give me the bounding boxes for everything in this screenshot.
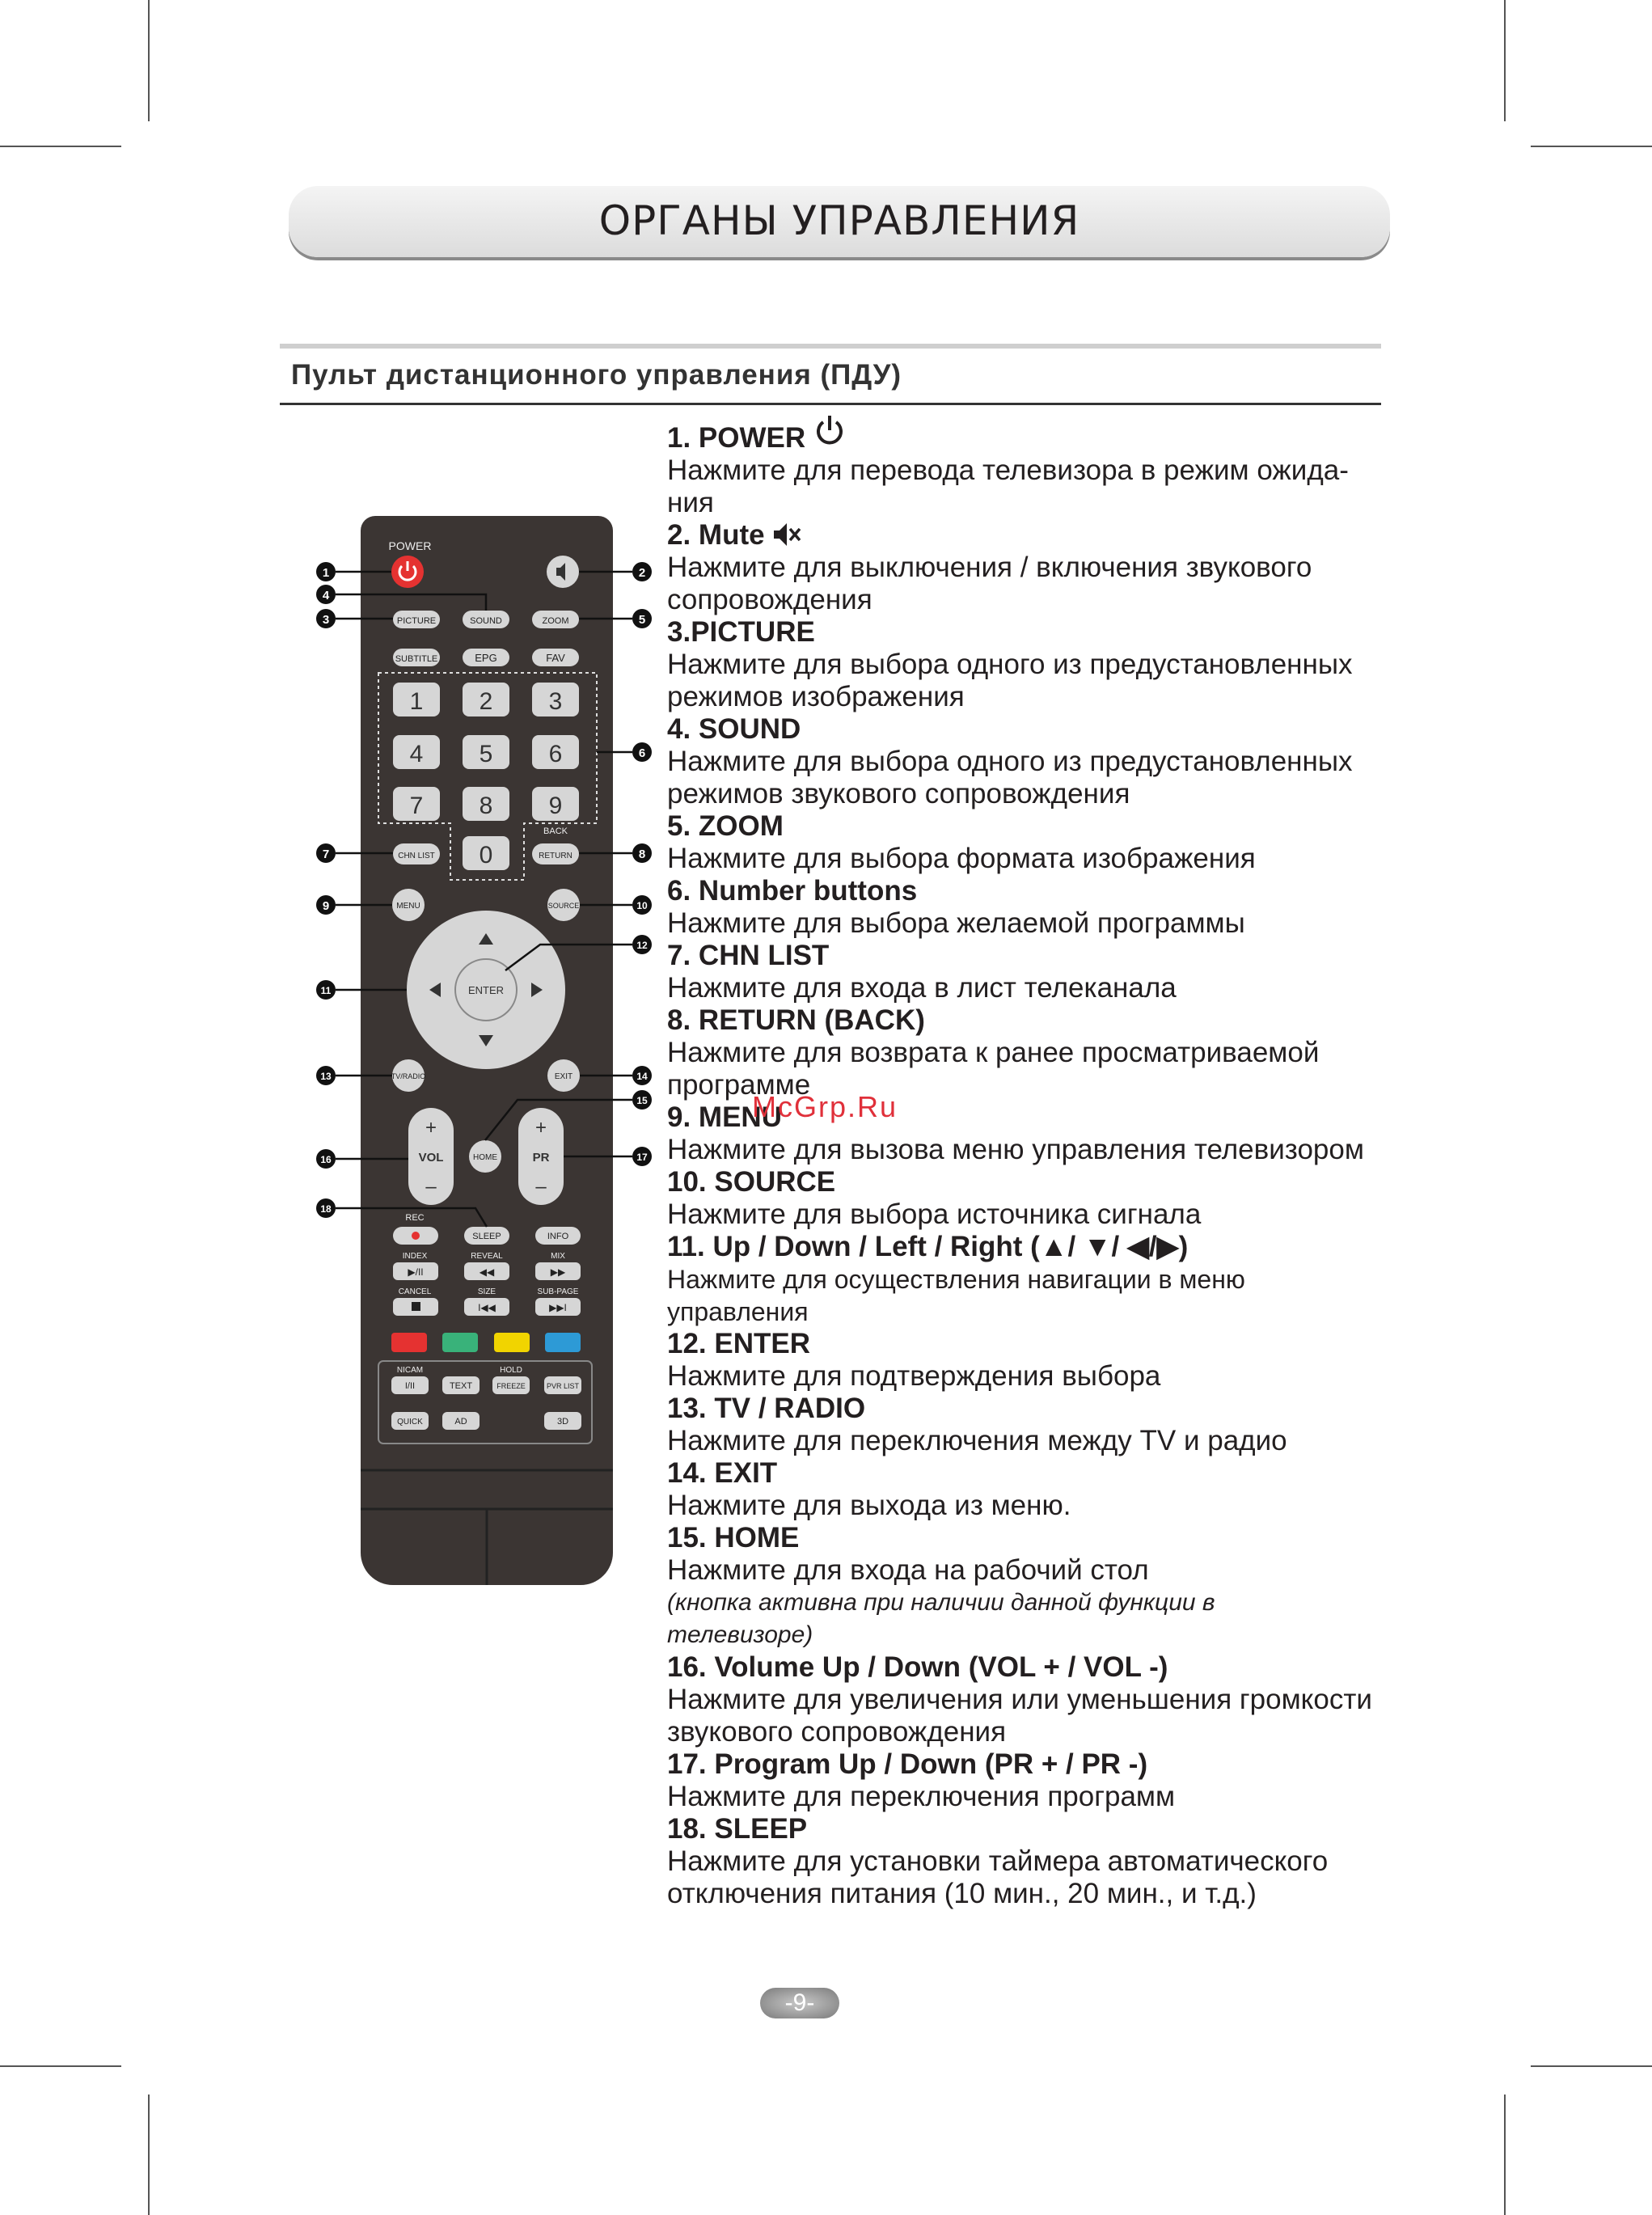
item-text: Нажмите для выбора источника сигнала: [667, 1198, 1202, 1230]
item-text: Нажмите для осуществления навигации в меню: [667, 1265, 1245, 1294]
item-mute: [667, 519, 1419, 616]
next-icon: ▶▶I: [549, 1302, 567, 1313]
home-label: HOME: [473, 1153, 497, 1162]
callout-label: 8: [638, 848, 646, 861]
mute-icon: [772, 522, 801, 547]
item-note: телевизоре): [667, 1621, 813, 1648]
item-text: Нажмите для подтверждения выбора: [667, 1360, 1161, 1392]
text-label: TEXT: [449, 1381, 473, 1391]
item-text: сопровождения: [667, 584, 872, 615]
watermark: McGrp.Ru: [752, 1090, 898, 1123]
item-home: [667, 1522, 1419, 1651]
digit-label: 8: [479, 793, 493, 819]
item-text: Нажмите для установки таймера автоматического: [667, 1845, 1329, 1877]
fast-forward-icon: ▶▶: [550, 1266, 566, 1278]
item-heading: 17. Program Up / Down (PR + / PR -): [667, 1748, 1148, 1780]
blue-button[interactable]: [545, 1333, 581, 1352]
digit-label: 6: [548, 741, 563, 767]
sound-label: SOUND: [470, 616, 502, 626]
source-label: SOURCE: [547, 902, 580, 910]
item-heading: 3.PICTURE: [667, 616, 815, 648]
item-heading: 4. SOUND: [667, 713, 801, 745]
item-sound: [667, 713, 1419, 810]
mix-label: MIX: [551, 1252, 565, 1261]
callout-label: 13: [320, 1071, 332, 1082]
item-heading: 14. EXIT: [667, 1457, 778, 1489]
item-heading: 18. SLEEP: [667, 1813, 808, 1845]
item-heading: 6. Number buttons: [667, 875, 918, 907]
item-sleep: [667, 1813, 1419, 1910]
item-text: Нажмите для выбора одного из предустановленных: [667, 649, 1353, 680]
digit-label: 4: [409, 741, 424, 767]
callout-label: 4: [322, 589, 330, 602]
item-text: управления: [667, 1297, 809, 1326]
menu-label: MENU: [396, 902, 420, 911]
enter-label: ENTER: [467, 984, 505, 996]
svg-text:–: –: [425, 1176, 437, 1198]
hold-label: HOLD: [500, 1366, 522, 1375]
callout-label: 14: [636, 1071, 648, 1082]
rewind-icon: ◀◀: [479, 1266, 495, 1278]
item-power: [667, 422, 1419, 519]
item-text: Нажмите для увеличения или уменьшения громкости: [667, 1684, 1372, 1715]
digit-label: 2: [479, 688, 493, 715]
item-heading: 13. TV / RADIO: [667, 1393, 866, 1424]
subtitle-label: SUBTITLE: [395, 654, 438, 664]
svg-text:–: –: [535, 1176, 547, 1198]
pvr-list-label: PVR LIST: [546, 1382, 580, 1390]
stop-icon: [412, 1302, 420, 1311]
item-zoom: [667, 810, 1419, 875]
digit-label: 9: [548, 793, 563, 819]
red-button[interactable]: [391, 1333, 427, 1352]
item-text: отключения питания (10 мин., 20 мин., и т.д.): [667, 1878, 1257, 1909]
nicam-label: NICAM: [396, 1366, 424, 1375]
page-title: ОРГАНЫ УПРАВЛЕНИЯ: [598, 197, 1080, 244]
item-picture: [667, 616, 1419, 713]
item-heading: 8. RETURN (BACK): [667, 1004, 925, 1036]
item-heading: 2. Mute: [667, 519, 765, 551]
callout-label: 18: [320, 1203, 332, 1215]
item-text: Нажмите для входа в лист телеканала: [667, 972, 1177, 1004]
item-text: Нажмите для выбора одного из предустановленных: [667, 746, 1353, 777]
ad-label: AD: [454, 1417, 467, 1427]
sleep-label: SLEEP: [472, 1232, 501, 1241]
item-text: Нажмите для входа на рабочий стол: [667, 1554, 1149, 1586]
page-number: -9-: [760, 1988, 839, 2018]
svg-text:+: +: [534, 1117, 547, 1139]
item-text: Нажмите для возврата к ранее просматриваемой: [667, 1037, 1320, 1068]
pr-label: PR: [532, 1151, 550, 1165]
epg-label: EPG: [475, 652, 497, 664]
3d-label: 3D: [556, 1417, 569, 1427]
item-note: (кнопка активна при наличии данной функции в: [667, 1589, 1215, 1616]
item-text: режимов изображения: [667, 681, 965, 712]
freeze-label: FREEZE: [496, 1382, 526, 1390]
item-text: ния: [667, 487, 714, 518]
item-enter: [667, 1328, 1419, 1393]
fav-label: FAV: [546, 652, 565, 664]
previous-icon: I◀◀: [478, 1302, 496, 1313]
index-label: INDEX: [402, 1252, 428, 1261]
callout-label: 7: [322, 848, 330, 861]
return-label: RETURN: [539, 852, 572, 860]
back-label: BACK: [543, 826, 568, 836]
callout-label: 10: [636, 900, 648, 911]
quick-label: QUICK: [397, 1418, 423, 1427]
item-text: режимов звукового сопровождения: [667, 778, 1130, 809]
callout-label: 17: [636, 1152, 648, 1163]
item-text: Нажмите для переключения между TV и радио: [667, 1425, 1287, 1456]
item-text: Нажмите для переключения программ: [667, 1781, 1176, 1812]
item-heading: 1. POWER: [667, 422, 806, 454]
item-program: [667, 1748, 1419, 1813]
item-source: [667, 1166, 1419, 1231]
cancel-label: CANCEL: [398, 1287, 432, 1296]
yellow-button[interactable]: [494, 1333, 530, 1352]
callout-label: 2: [638, 566, 646, 580]
play-pause-icon: ▶/II: [408, 1266, 424, 1278]
power-icon: [813, 414, 846, 448]
item-tv-radio: [667, 1393, 1419, 1457]
item-heading: 5. ZOOM: [667, 810, 784, 842]
button-description-list: [667, 422, 1419, 1910]
size-label: SIZE: [477, 1287, 496, 1296]
item-text: Нажмите для вызова меню управления телевизором: [667, 1134, 1364, 1165]
item-heading: 16. Volume Up / Down (VOL + / VOL -): [667, 1651, 1168, 1683]
item-heading: 9. MENU: [667, 1101, 782, 1133]
item-return: [667, 1004, 1419, 1101]
item-volume: [667, 1651, 1419, 1748]
item-heading: 11. Up / Down / Left / Right (▲/ ▼/ ◀/▶): [667, 1231, 1189, 1262]
callout-label: 5: [638, 613, 646, 627]
item-heading: 10. SOURCE: [667, 1166, 836, 1198]
digit-label: 0: [479, 842, 493, 869]
chn-list-label: CHN LIST: [398, 852, 435, 860]
item-heading: 12. ENTER: [667, 1328, 810, 1359]
vol-label: VOL: [418, 1151, 444, 1165]
digit-label: 7: [409, 793, 424, 819]
callout-label: 3: [322, 613, 330, 627]
callout-label: 1: [322, 566, 330, 580]
power-label: POWER: [388, 539, 432, 552]
callout-label: 12: [636, 940, 648, 951]
item-text: Нажмите для выбора формата изображения: [667, 843, 1256, 874]
item-text: Нажмите для выбора желаемой программы: [667, 907, 1245, 939]
item-chn-list: [667, 940, 1419, 1004]
item-text: Нажмите для выхода из меню.: [667, 1490, 1071, 1521]
digit-label: 3: [548, 688, 563, 715]
zoom-label: ZOOM: [542, 616, 569, 626]
digit-label: 1: [409, 688, 424, 715]
item-text: Нажмите для перевода телевизора в режим ожида-: [667, 454, 1349, 486]
tv-radio-label: TV/RADIO: [391, 1072, 426, 1080]
item-text: звукового сопровождения: [667, 1716, 1007, 1748]
digit-label: 5: [479, 741, 493, 767]
exit-label: EXIT: [554, 1072, 573, 1081]
subpage-label: SUB-PAGE: [537, 1287, 579, 1296]
item-number-buttons: [667, 875, 1419, 940]
rec-label: REC: [405, 1213, 425, 1223]
callout-label: 11: [320, 985, 332, 996]
callout-label: 6: [638, 746, 646, 760]
item-navigation: [667, 1231, 1419, 1328]
power-button[interactable]: [391, 556, 424, 588]
item-exit: [667, 1457, 1419, 1522]
reveal-label: REVEAL: [471, 1252, 503, 1261]
item-heading: 15. HOME: [667, 1522, 800, 1553]
item-text: Нажмите для выключения / включения звукового: [667, 552, 1312, 583]
svg-text:+: +: [425, 1117, 437, 1139]
picture-label: PICTURE: [396, 616, 437, 626]
callout-label: 15: [636, 1095, 648, 1106]
item-heading: 7. CHN LIST: [667, 940, 830, 971]
record-icon: [412, 1232, 420, 1240]
section-title: Пульт дистанционного управления (ПДУ): [291, 359, 902, 391]
callout-label: 16: [320, 1154, 332, 1165]
callout-label: 9: [322, 899, 330, 913]
i-ii-label: I/II: [404, 1381, 416, 1391]
info-label: INFO: [547, 1232, 569, 1241]
green-button[interactable]: [442, 1333, 478, 1352]
item-text: программе: [667, 1069, 811, 1101]
